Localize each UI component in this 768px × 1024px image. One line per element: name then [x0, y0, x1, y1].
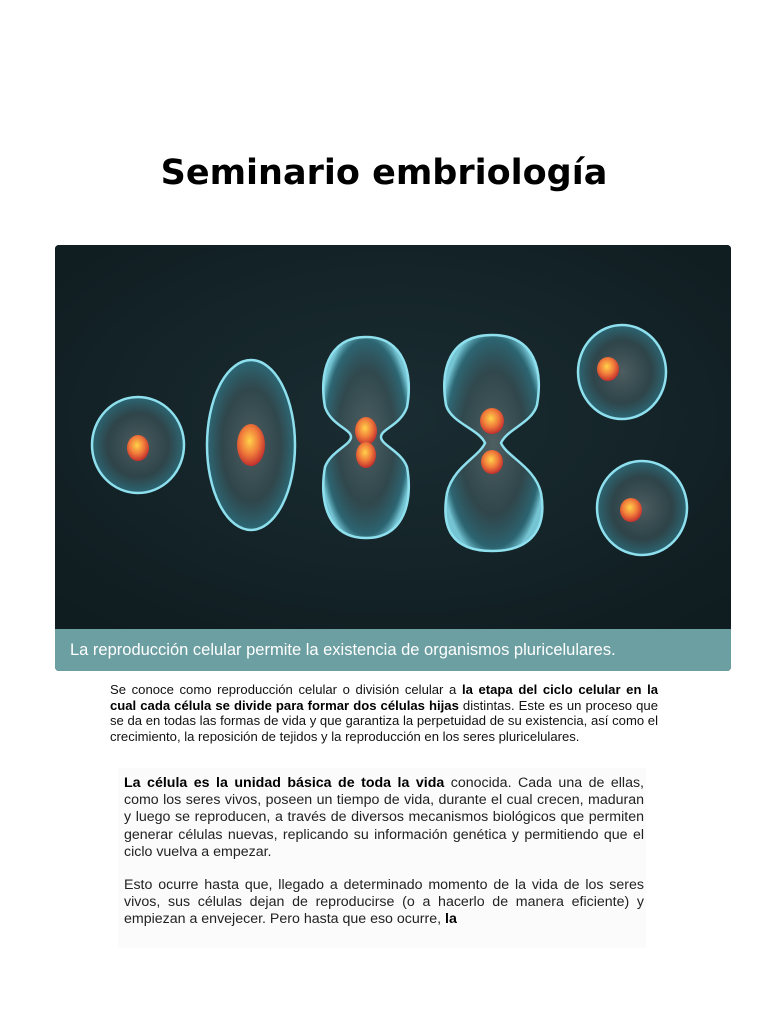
paragraph-2	[124, 775, 644, 861]
document-title: Seminario embriología	[160, 153, 608, 194]
cell-stage-2	[207, 360, 295, 530]
paragraph-3	[124, 877, 644, 929]
cell-division-illustration	[55, 245, 731, 629]
paragraph-3-bold: la	[445, 911, 457, 928]
daughter-cell-top	[578, 325, 666, 419]
paragraph-2-text: conocida. Cada una de ellas, como los seres vivos, poseen un tiempo de vida, durante el cual crecen, maduran y luego se reproducen, a través de diversos mecanismos biológicos que permiten generar células nuevas, replicando su información genética y permitiendo que el ciclo vuelva a empezar.	[124, 775, 644, 860]
paragraph-1-bold: la etapa del ciclo celular en la cual cada célula se divide para formar dos células hijas	[110, 682, 658, 713]
cell-stage-1	[92, 397, 184, 493]
paragraph-3-text: Esto ocurre hasta que, llegado a determinado momento de la vida de los seres vivos, sus células dejan de reproducirse (o a hacerlo de manera eficiente) y empiezan a envejecer. Pero hasta que eso ocurre,	[124, 877, 644, 928]
paragraph-2-bold: La célula es la unidad básica de toda la vida	[124, 775, 445, 791]
figure-caption: La reproducción celular permite la existencia de organismos pluricelulares.	[55, 629, 731, 671]
cell-division-figure	[55, 245, 731, 671]
daughter-cell-bottom	[597, 461, 687, 555]
paragraph-1-text-b: distintas. Este es un proceso que se da en todas las formas de vida y que garantiza la perpetuidad de su existencia, así como el crecimiento, la reposición de tejidos y la reproducción en los seres pluricelulares.	[110, 697, 658, 744]
paragraph-1-text-a: Se conoce como reproducción celular o división celular a	[110, 682, 462, 697]
paragraph-1	[110, 682, 658, 744]
